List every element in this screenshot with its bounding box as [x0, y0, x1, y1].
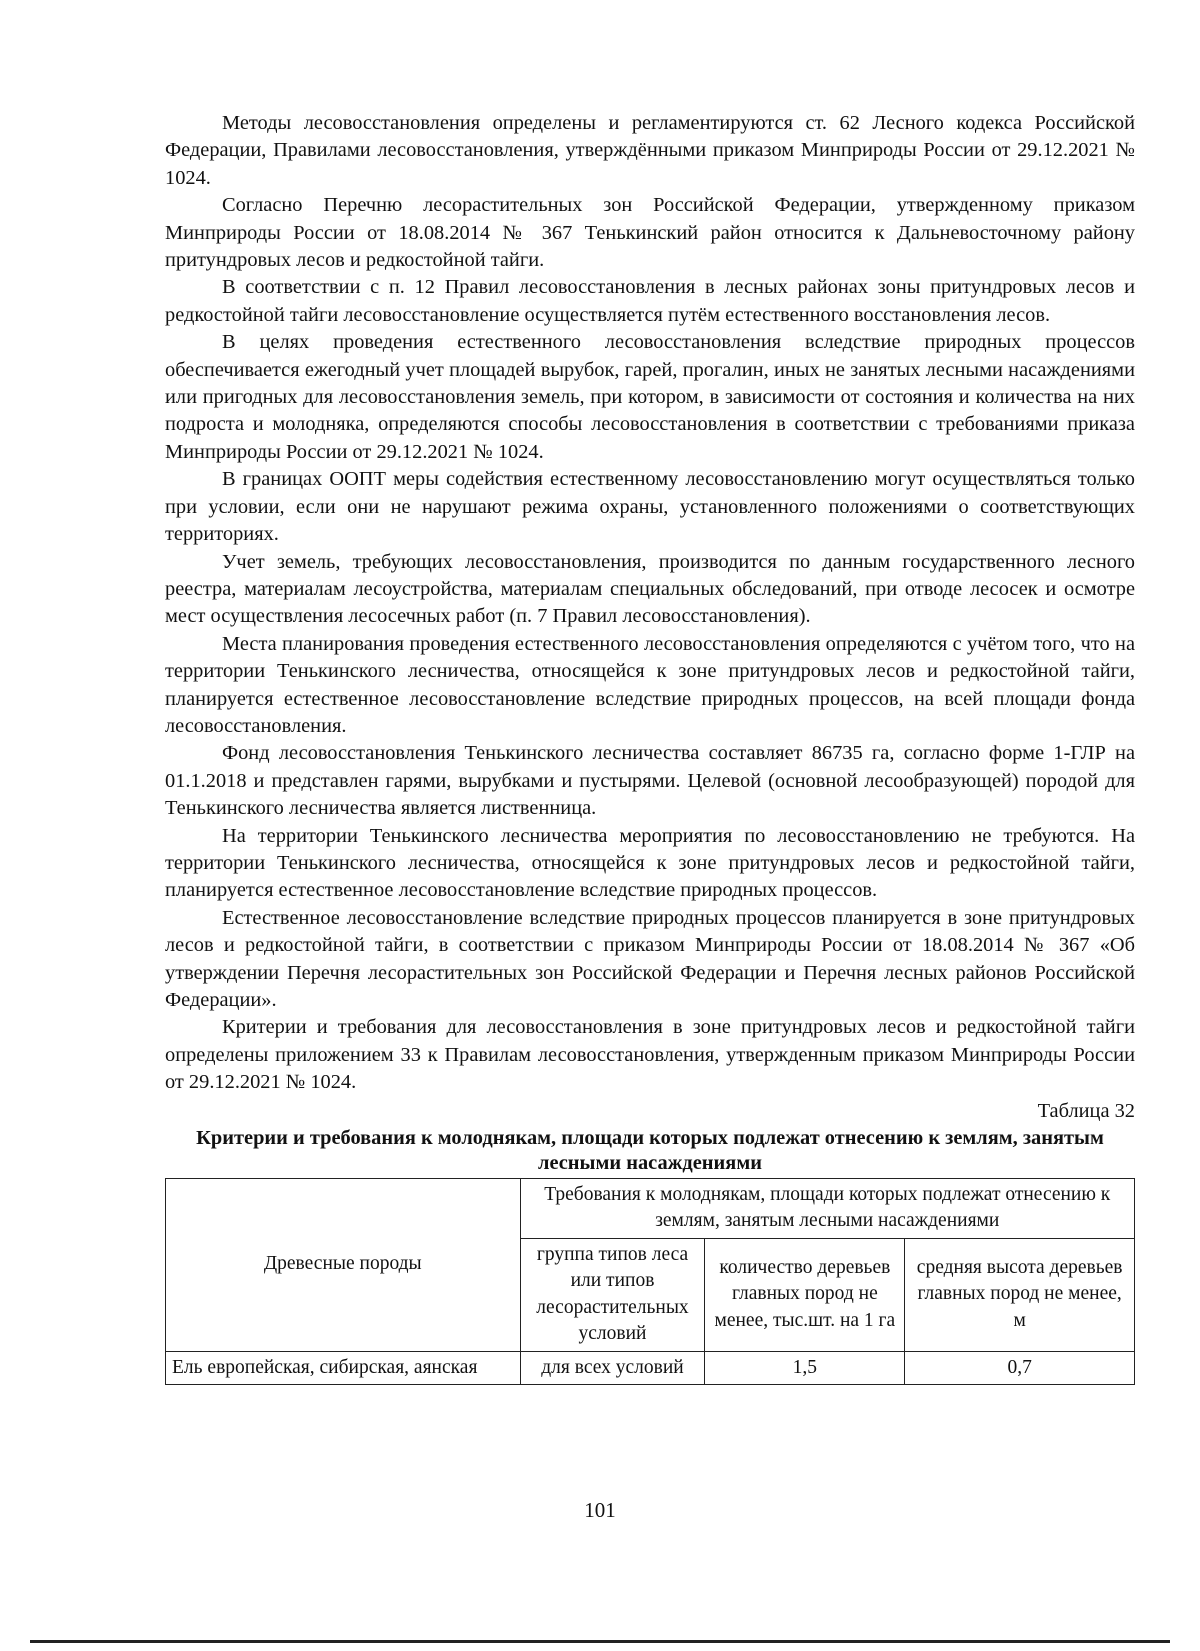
- subheader-tree-height: средняя высота деревьев главных пород не менее, м: [905, 1238, 1135, 1351]
- table-label: Таблица 32: [1037, 1099, 1135, 1122]
- paragraph: На территории Тенькинского лесничества мероприятия по лесовосстановлению не требуются. На территории Тенькинского лесничества, относящейся к зоне притундровых лесов и редкостойной тайги, планируется естественное лесовосстановление вследствие природных процессов.: [165, 824, 1135, 902]
- page-bottom-rule: [30, 1640, 1170, 1643]
- paragraph: Методы лесовосстановления определены и регламентируются ст. 62 Лесного кодекса Российской Федерации, Правилами лесовосстановления, утверждёнными приказом Минприроды России от 29.12.2021 № 1024.: [165, 112, 1135, 189]
- paragraph: Согласно Перечню лесорастительных зон Российской Федерации, утвержденному приказом Минприроды России от 18.08.2014 № 367 Тенькинский район относится к Дальневосточному району притундровых лесов и редкостойной тайги.: [165, 194, 1135, 272]
- document-page: [165, 110, 1135, 1385]
- paragraph: Учет земель, требующих лесовосстановления, производится по данным государственного лесного реестра, материалам лесоустройства, материалам специальных обследований, при отводе лесосек и осмотре мест осуществления лесосечных работ (п. 7 Правил лесовосстановления).: [165, 550, 1135, 628]
- paragraph: Естественное лесовосстановление вследствие природных процессов планируется в зоне притундровых лесов и редкостойной тайги, в соответствии с приказом Минприроды России от 18.08.2014 № 367 «Об утверждении Перечня лесорастительных зон Российской Федерации и Перечня лесных районов Российской Федерации».: [165, 906, 1135, 1011]
- header-species: Древесные породы: [166, 1178, 521, 1351]
- paragraph: В границах ООПТ меры содействия естественному лесовосстановлению могут осуществляться только при условии, если они не нарушают режима охраны, установленного положениями о соответствующих территориях.: [165, 468, 1135, 546]
- cell-species: Ель европейская, сибирская, аянская: [166, 1351, 521, 1385]
- subheader-forest-type: группа типов леса или типов лесорастительных условий: [520, 1238, 705, 1351]
- table-row: [166, 1351, 1135, 1385]
- table-title: Критерии и требования к молоднякам, площади которых подлежат отнесению к землям, занятым лесными насаждениями: [196, 1126, 1104, 1174]
- cell-conditions: для всех условий: [520, 1351, 705, 1385]
- cell-height: 0,7: [905, 1351, 1135, 1385]
- table-header-row: [166, 1178, 1135, 1238]
- cell-count: 1,5: [705, 1351, 905, 1385]
- page-number: 101: [584, 1498, 616, 1522]
- paragraph: В целях проведения естественного лесовосстановления вследствие природных процессов обеспечивается ежегодный учет площадей вырубок, гарей, прогалин, иных не занятых лесными насаждениями или пригодных для лесовосстановления земель, при котором, в зависимости от состояния и количества на них подроста и молодняка, определяются способы лесовосстановления в соответствии с требованиями приказа Минприроды России от 29.12.2021 № 1024.: [165, 331, 1135, 463]
- criteria-table: [165, 1178, 1135, 1386]
- paragraph: В соответствии с п. 12 Правил лесовосстановления в лесных районах зоны притундровых лесов и редкостойной тайги лесовосстановление осуществляется путём естественного восстановления лесов.: [165, 276, 1135, 326]
- paragraph: Критерии и требования для лесовосстановления в зоне притундровых лесов и редкостойной тайги определены приложением 33 к Правилам лесовосстановления, утвержденным приказом Минприроды России от 29.12.2021 № 1024.: [165, 1016, 1135, 1094]
- paragraph: Фонд лесовосстановления Тенькинского лесничества составляет 86735 га, согласно форме 1-ГЛР на 01.1.2018 и представлен гарями, вырубками и пустырями. Целевой (основной лесообразующей) породой для Тенькинского лесничества является лиственница.: [165, 742, 1135, 820]
- paragraph: Места планирования проведения естественного лесовосстановления определяются с учётом того, что на территории Тенькинского лесничества, относящейся к зоне притундровых лесов и редкостойной тайги, планируется естественное лесовосстановление вследствие природных процессов, на всей площади фонда лесовосстановления.: [165, 632, 1135, 737]
- header-requirements: Требования к молоднякам, площади которых подлежат отнесению к землям, занятым лесными насаждениями: [520, 1178, 1134, 1238]
- subheader-tree-count: количество деревьев главных пород не менее, тыс.шт. на 1 га: [705, 1238, 905, 1351]
